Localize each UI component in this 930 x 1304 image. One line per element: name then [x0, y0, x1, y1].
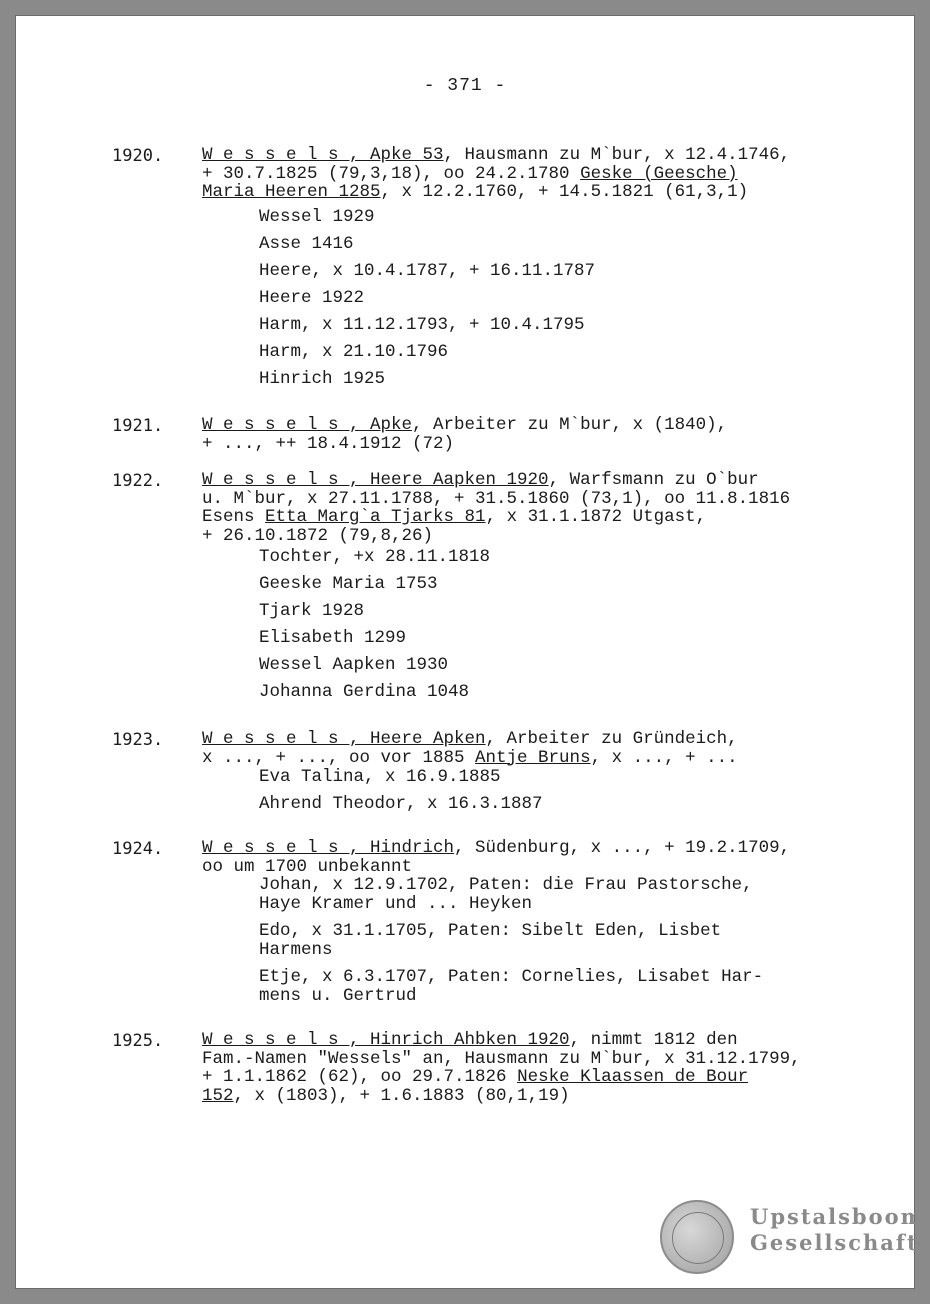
entry-text	[202, 1031, 852, 1105]
entry-line	[202, 858, 852, 877]
text-segment: x ..., + ..., oo vor 1885	[202, 747, 476, 768]
text-segment: Esens	[202, 507, 266, 527]
text-segment: + ..., ++ 18.4.1912 (72)	[202, 433, 455, 454]
entry-line	[202, 839, 852, 858]
logo-text	[750, 1204, 925, 1256]
entry-number: 1925.	[112, 1031, 164, 1051]
logo-line-2: Gesellschaft	[750, 1230, 919, 1255]
entry-number: 1920.	[112, 146, 164, 166]
text-segment: , Arbeiter zu M`bur, x (1840),	[412, 415, 728, 435]
underlined-name: W e s s e l s , Hindrich	[202, 838, 455, 858]
entry-number: 1921.	[112, 416, 164, 436]
entry-number: 1924.	[112, 839, 164, 859]
child-entry: Heere, x 10.4.1787, + 16.11.1787	[259, 261, 596, 281]
underlined-name: Neske Klaassen de Bour	[517, 1067, 749, 1087]
society-logo	[660, 1200, 925, 1272]
text-segment: u. M`bur, x 27.11.1788, + 31.5.1860 (73,1), oo 11.8.1816	[202, 488, 791, 509]
text-segment: , x 12.2.1760, + 14.5.1821 (61,3,1)	[380, 182, 749, 202]
child-entry: Harm, x 21.10.1796	[259, 342, 449, 362]
logo-line-1: Upstalsboom	[750, 1204, 925, 1229]
child-entry: Johanna Gerdina 1048	[259, 682, 470, 702]
child-entry: Wessel 1929	[259, 207, 375, 227]
entry-line	[202, 1068, 852, 1087]
underlined-name: W e s s e l s , Heere Aapken 1920	[202, 470, 549, 490]
child-entry: Hinrich 1925	[259, 369, 386, 389]
underlined-name: Etta Marg`a Tjarks 81	[265, 507, 486, 527]
entry-line	[202, 146, 852, 165]
child-entry: Harm, x 11.12.1793, + 10.4.1795	[259, 315, 585, 335]
entry-line	[202, 508, 852, 527]
child-entry: Edo, x 31.1.1705, Paten: Sibelt Eden, Lisbet Harmens	[259, 921, 722, 960]
underlined-name: W e s s e l s , Hinrich Ahbken 1920	[202, 1030, 570, 1050]
entry-line	[202, 183, 852, 202]
entry-line	[202, 1050, 852, 1069]
underlined-name: W e s s e l s , Apke 53	[202, 145, 444, 165]
child-entry: Ahrend Theodor, x 16.3.1887	[259, 794, 543, 814]
entry-line	[202, 730, 852, 749]
entry-text	[202, 146, 852, 202]
seal-icon	[660, 1200, 734, 1274]
text-segment: , Südenburg, x ..., + 19.2.1709,	[454, 838, 791, 858]
child-entry: Heere 1922	[259, 288, 365, 308]
underlined-name: Antje Bruns	[475, 747, 591, 768]
child-entry: Johan, x 12.9.1702, Paten: die Frau Pastorsche, Haye Kramer und ... Heyken	[259, 875, 753, 914]
text-segment: , Hausmann zu M`bur, x 12.4.1746,	[443, 145, 791, 165]
entry-line	[202, 527, 852, 546]
text-segment: + 1.1.1862 (62), oo 29.7.1826	[202, 1067, 518, 1087]
text-segment: + 26.10.1872 (79,8,26)	[202, 525, 434, 546]
entry-line	[202, 165, 852, 184]
entry-line	[202, 1031, 852, 1050]
child-entry: Eva Talina, x 16.9.1885	[259, 767, 501, 787]
child-entry: Geeske Maria 1753	[259, 574, 438, 594]
entry-line	[202, 435, 852, 454]
underlined-name: Maria Heeren 1285	[202, 182, 381, 202]
text-segment: , Arbeiter zu Gründeich,	[485, 729, 738, 749]
child-entry: Etje, x 6.3.1707, Paten: Cornelies, Lisabet Har- mens u. Gertrud	[259, 967, 764, 1006]
underlined-name: W e s s e l s , Apke	[202, 415, 413, 435]
child-entry: Tochter, +x 28.11.1818	[259, 547, 491, 567]
entry-line	[202, 490, 852, 509]
entry-line	[202, 471, 852, 490]
text-segment: , x ..., + ...	[590, 747, 738, 768]
entry-line	[202, 416, 852, 435]
text-segment: , x 31.1.1872 Utgast,	[485, 507, 707, 527]
entry-line	[202, 1087, 852, 1106]
text-segment: Fam.-Namen "Wessels" an, Hausmann zu M`bur, x 31.12.1799,	[202, 1048, 801, 1069]
entry-number: 1923.	[112, 730, 164, 750]
text-segment: , Warfsmann zu O`bur	[548, 470, 759, 490]
text-segment: + 30.7.1825 (79,3,18), oo 24.2.1780	[202, 163, 581, 184]
underlined-name: 152	[202, 1085, 234, 1106]
child-entry: Wessel Aapken 1930	[259, 655, 449, 675]
entry-text	[202, 839, 852, 876]
document-page	[16, 16, 925, 1288]
underlined-name: Geske (Geesche)	[580, 163, 738, 184]
entry-text	[202, 416, 852, 453]
child-entry: Elisabeth 1299	[259, 628, 407, 648]
child-entry: Asse 1416	[259, 234, 354, 254]
child-entry: Tjark 1928	[259, 601, 365, 621]
text-segment: , x (1803), + 1.6.1883 (80,1,19)	[233, 1085, 570, 1106]
page-number: - 371 -	[423, 76, 507, 96]
entry-text	[202, 730, 852, 767]
text-segment: oo um 1700 unbekannt	[202, 856, 413, 877]
entry-line	[202, 749, 852, 768]
entry-number: 1922.	[112, 471, 164, 491]
text-segment: , nimmt 1812 den	[569, 1030, 738, 1050]
underlined-name: W e s s e l s , Heere Apken	[202, 729, 486, 749]
entry-text	[202, 471, 852, 545]
